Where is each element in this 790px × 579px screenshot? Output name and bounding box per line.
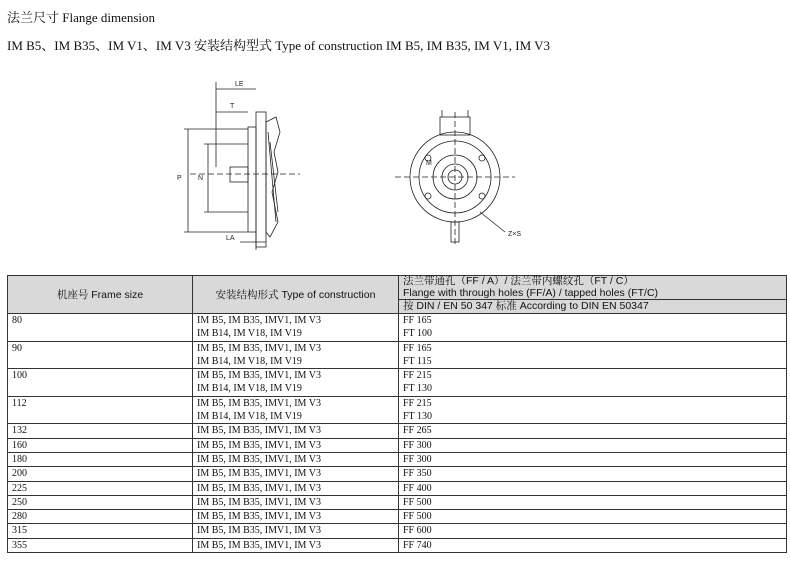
- p-label: P: [177, 175, 182, 182]
- flange-cell: [399, 314, 787, 342]
- flange-cell: [399, 396, 787, 424]
- flange-cell: [399, 424, 787, 438]
- header-flange-line2: Flange with through holes (FF/A) / tapped holes (FT/C): [403, 286, 659, 299]
- construction-type-cell: [193, 438, 399, 452]
- header-flange-line1: 法兰带通孔（FF / A）/ 法兰带内螺纹孔（FT / C）: [403, 275, 634, 287]
- table-row: [8, 424, 787, 438]
- construction-type-line: IM B14, IM V18, IM V19: [197, 411, 302, 423]
- construction-type-line: IM B5, IM B35, IMV1, IM V3: [197, 370, 321, 382]
- header-flange: [399, 276, 787, 300]
- construction-type-cell: [193, 481, 399, 495]
- construction-type-line: IM B5, IM B35, IMV1, IM V3: [197, 511, 321, 523]
- flange-value: FF 215: [403, 397, 432, 409]
- frame-size-cell: 250: [8, 495, 193, 509]
- side-view-drawing: [184, 82, 300, 250]
- flange-value: FF 600: [403, 525, 432, 537]
- flange-value: FF 740: [403, 539, 432, 551]
- flange-value: FF 400: [403, 482, 432, 494]
- flange-value: FF 165: [403, 342, 432, 354]
- construction-type-cell: [193, 452, 399, 466]
- flange-cell: [399, 524, 787, 538]
- m-label: M: [426, 160, 432, 167]
- construction-type-cell: [193, 424, 399, 438]
- construction-type-line: IM B14, IM V18, IM V19: [197, 355, 302, 367]
- flange-value: FF 300: [403, 453, 432, 465]
- header-frame-size: 机座号 Frame size: [8, 276, 193, 314]
- table-row: [8, 524, 787, 538]
- frame-size-cell: 112: [8, 396, 193, 424]
- frame-size-cell: 100: [8, 369, 193, 397]
- construction-type-cell: [193, 538, 399, 552]
- zs-label: Z×S: [508, 231, 522, 238]
- frame-size-cell: 225: [8, 481, 193, 495]
- construction-type-cell: [193, 467, 399, 481]
- flange-value: FF 350: [403, 468, 432, 480]
- flange-value: FF 500: [403, 511, 432, 523]
- flange-value: FF 165: [403, 315, 432, 326]
- table-row: [8, 396, 787, 424]
- flange-cell: [399, 538, 787, 552]
- construction-type-line: IM B5, IM B35, IMV1, IM V3: [197, 315, 321, 326]
- flange-table: [7, 275, 787, 553]
- flange-value: FF 300: [403, 439, 432, 451]
- construction-type-line: IM B5, IM B35, IMV1, IM V3: [197, 496, 321, 508]
- frame-size-cell: 90: [8, 341, 193, 369]
- flange-cell: [399, 438, 787, 452]
- table-row: [8, 369, 787, 397]
- table-row: [8, 495, 787, 509]
- construction-type-line: IM B5, IM B35, IMV1, IM V3: [197, 482, 321, 494]
- construction-type-cell: [193, 495, 399, 509]
- construction-type-cell: [193, 341, 399, 369]
- n-label: N: [198, 175, 204, 182]
- flange-value: FF 265: [403, 425, 432, 437]
- table-row: [8, 438, 787, 452]
- frame-size-cell: 355: [8, 538, 193, 552]
- flange-value: FT 130: [403, 411, 432, 423]
- flange-value: FT 130: [403, 383, 432, 395]
- frame-size-cell: 200: [8, 467, 193, 481]
- le-label: LE: [235, 81, 244, 88]
- frame-size-cell: 180: [8, 452, 193, 466]
- construction-type-line: IM B5, IM B35, IMV1, IM V3: [197, 425, 321, 437]
- frame-size-cell: 160: [8, 438, 193, 452]
- flange-cell: [399, 467, 787, 481]
- flange-cell: [399, 452, 787, 466]
- flange-cell: [399, 510, 787, 524]
- table-row: [8, 452, 787, 466]
- flange-value: FF 215: [403, 370, 432, 382]
- table-row: [8, 538, 787, 552]
- la-label: LA: [226, 235, 235, 242]
- frame-size-cell: 80: [8, 314, 193, 342]
- construction-type-cell: [193, 314, 399, 342]
- frame-size-cell: 280: [8, 510, 193, 524]
- header-flange-standard: 按 DIN / EN 50 347 标准 According to DIN EN 50347: [399, 300, 787, 314]
- construction-type-cell: [193, 524, 399, 538]
- table-row: [8, 481, 787, 495]
- t-label: T: [230, 103, 235, 110]
- construction-type-line: IM B5, IM B35, IMV1, IM V3: [197, 468, 321, 480]
- front-view-drawing: [395, 110, 515, 247]
- table-row: [8, 467, 787, 481]
- flange-cell: [399, 495, 787, 509]
- flange-drawing: [150, 72, 530, 257]
- table-row: [8, 314, 787, 342]
- construction-type-line: IM B5, IM B35, IMV1, IM V3: [197, 342, 321, 354]
- construction-type-line: IM B5, IM B35, IMV1, IM V3: [197, 397, 321, 409]
- flange-value: FF 500: [403, 496, 432, 508]
- construction-type-line: IM B14, IM V18, IM V19: [197, 328, 302, 340]
- header-construction-type: 安装结构形式 Type of construction: [193, 276, 399, 314]
- flange-value: FT 115: [403, 355, 432, 367]
- flange-cell: [399, 369, 787, 397]
- construction-type-cell: [193, 510, 399, 524]
- construction-type-cell: [193, 396, 399, 424]
- construction-type-line: IM B5, IM B35, IMV1, IM V3: [197, 539, 321, 551]
- table-row: [8, 341, 787, 369]
- construction-type-line: IM B5, IM B35, IMV1, IM V3: [197, 439, 321, 451]
- table-row: [8, 510, 787, 524]
- construction-type-line: IM B14, IM V18, IM V19: [197, 383, 302, 395]
- frame-size-cell: 315: [8, 524, 193, 538]
- flange-cell: [399, 341, 787, 369]
- construction-type-line: IM B5, IM B35, IMV1, IM V3: [197, 453, 321, 465]
- frame-size-cell: 132: [8, 424, 193, 438]
- page-title: 法兰尺寸 Flange dimension: [7, 10, 156, 25]
- flange-cell: [399, 481, 787, 495]
- construction-type-cell: [193, 369, 399, 397]
- flange-value: FT 100: [403, 328, 432, 340]
- construction-type-line: IM B5, IM B35, IMV1, IM V3: [197, 525, 321, 537]
- construction-subtitle: IM B5、IM B35、IM V1、IM V3 安装结构型式 Type of construction IM B5, IM B35, IM V1, IM V3: [7, 38, 551, 53]
